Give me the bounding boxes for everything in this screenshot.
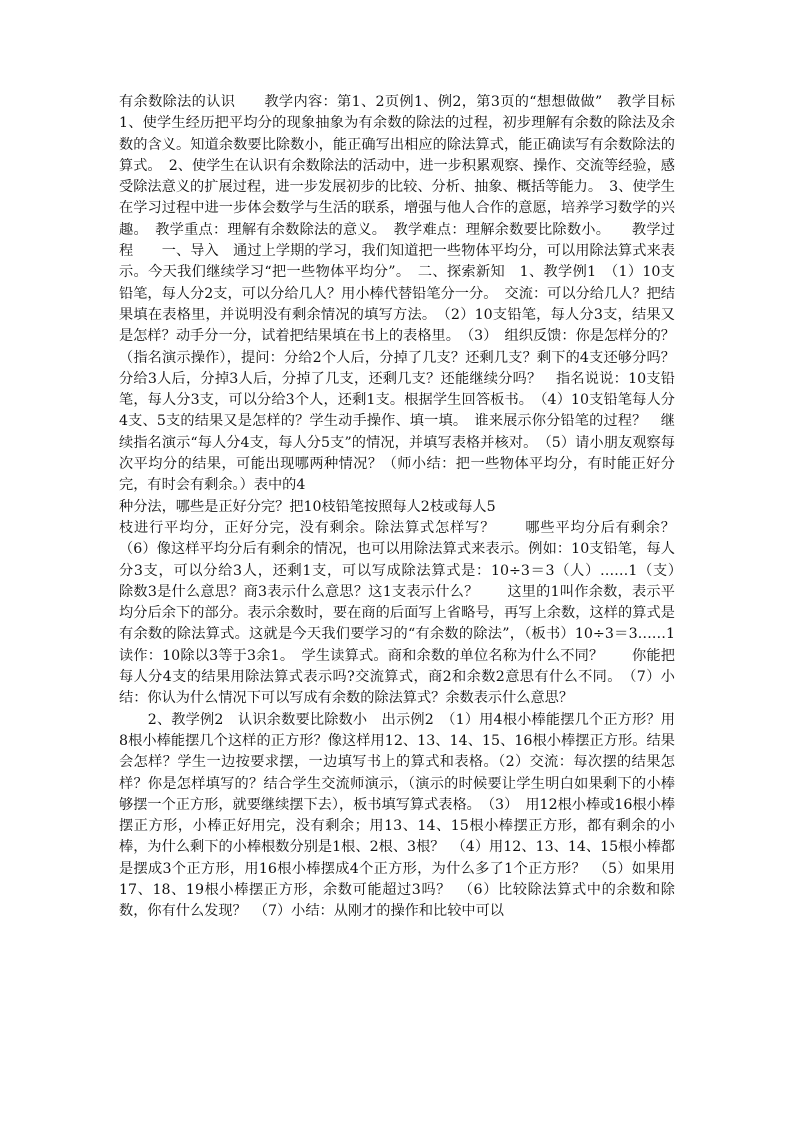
body-text <box>119 92 704 923</box>
paragraph-2: 种分法，哪些是正好分完？把10枝铅笔按照每人2枝或每人5 <box>119 498 496 515</box>
paragraph-4: 2、教学例2 认识余数要比除数小 出示例2 （1）用4根小棒能摆几个正方形？用8根小棒能摆几个这样的正方形？像这样用12、13、14、15、16根小棒摆正方形。结果会怎样？学生一边按要求摆，一边填写书上的算式和表格。（2）交流：每次摆的结果怎样？你是怎样填写的？结合学生交流师演示，（演示的时候要让学生明白如果剩下的小棒够摆一个正方形，就要继续摆下去），板书填写算式表格。 （3） 用12根小棒或16根小棒摆正方形，小棒正好用完，没有剩余；用13、14、15根小棒摆正方形，都有剩余的小棒，为什么剩下的小棒根数分别是1根、2根、3根？ （4）用12、13、14、15根小棒都是摆成3个正方形，用16根小棒摆成4个正方形，为什么多了1个正方形？ （5）如果用17、18、19根小棒摆正方形，余数可能超过3吗？ （6）比较除法算式中的余数和除数，你有什么发现？ （7）小结：从刚才的操作和比较中可以 <box>119 711 675 920</box>
document-page <box>119 92 704 923</box>
paragraph-1: 有余数除法的认识 教学内容：第1、2页例1、例2，第3页的“想想做做” 教学目标 1、使学生经历把平均分的现象抽象为有余数的除法的过程，初步理解有余数的除法及余数的含义。知道余数要比除数小，能正确写出相应的除法算式，能正确读写有余数除法的算式。 2、使学生在认识有余数除法的活动中，进一步积累观察、操作、交流等经验，感受除法意义的扩展过程，进一步发展初步的比较、分析、抽象、概括等能力。 3、使学生在学习过程中进一步体会数学与生活的联系，增强与他人合作的意愿，培养学习数学的兴趣。 教学重点：理解有余数除法的意义。 教学难点：理解余数要比除数小。 教学过程 一、导入 通过上学期的学习，我们知道把一些物体平均分，可以用除法算式来表示。今天我们继续学习“把一些物体平均分”。 二、探索新知 1、教学例1 （1）10支铅笔，每人分2支，可以分给几人？用小棒代替铅笔分一分。 交流：可以分给几人？把结果填在表格里，并说明没有剩余情况的填写方法。 （2）10支铅笔，每人分3支，结果又是怎样？动手分一分，试着把结果填在书上的表格里。 （3） 组织反馈：你是怎样分的？（指名演示操作），提问：分给2个人后，分掉了几支？还剩几支？剩下的4支还够分吗？分给3人后，分掉3人后，分掉了几支，还剩几支？还能继续分吗？ 指名说说：10支铅笔，每人分3支，可以分给3个人，还剩1支。根据学生回答板书。 （4）10支铅笔每人分4支、5支的结果又是怎样的？学生动手操作、填一填。 谁来展示你分铅笔的过程？ 继续指名演示“每人分4支，每人分5支”的情况，并填写表格并核对。 （5）请小朋友观察每次平均分的结果，可能出现哪两种情况？（师小结：把一些物体平均分，有时能正好分完，有时会有剩余。）表中的4 <box>119 94 704 494</box>
paragraph-3: 枝进行平均分，正好分完，没有剩余。除法算式怎样写？ 哪些平均分后有剩余？ （6）像这样平均分后有剩余的情况，也可以用除法算式来表示。例如：10支铅笔，每人分3支，可以分给3人，还剩1支，可以写成除法算式是：10÷3＝3（人）……1（支） 除数3是什么意思？商3表示什么意思？这1支表示什么？ 这里的1叫作余数，表示平均分后余下的部分。表示余数时，要在商的后面写上省略号，再写上余数，这样的算式是有余数的除法算式。这就是今天我们要学习的“有余数的除法”，（板书）10÷3＝3……1读作：10除以3等于3余1。 学生读算式。商和余数的单位名称为什么不同？ 你能把每人分4支的结果用除法算式表示吗?交流算式，商2和余数2意思有什么不同。 （7）小结：你认为什么情况下可以写成有余数的除法算式？余数表示什么意思？ <box>119 519 690 707</box>
